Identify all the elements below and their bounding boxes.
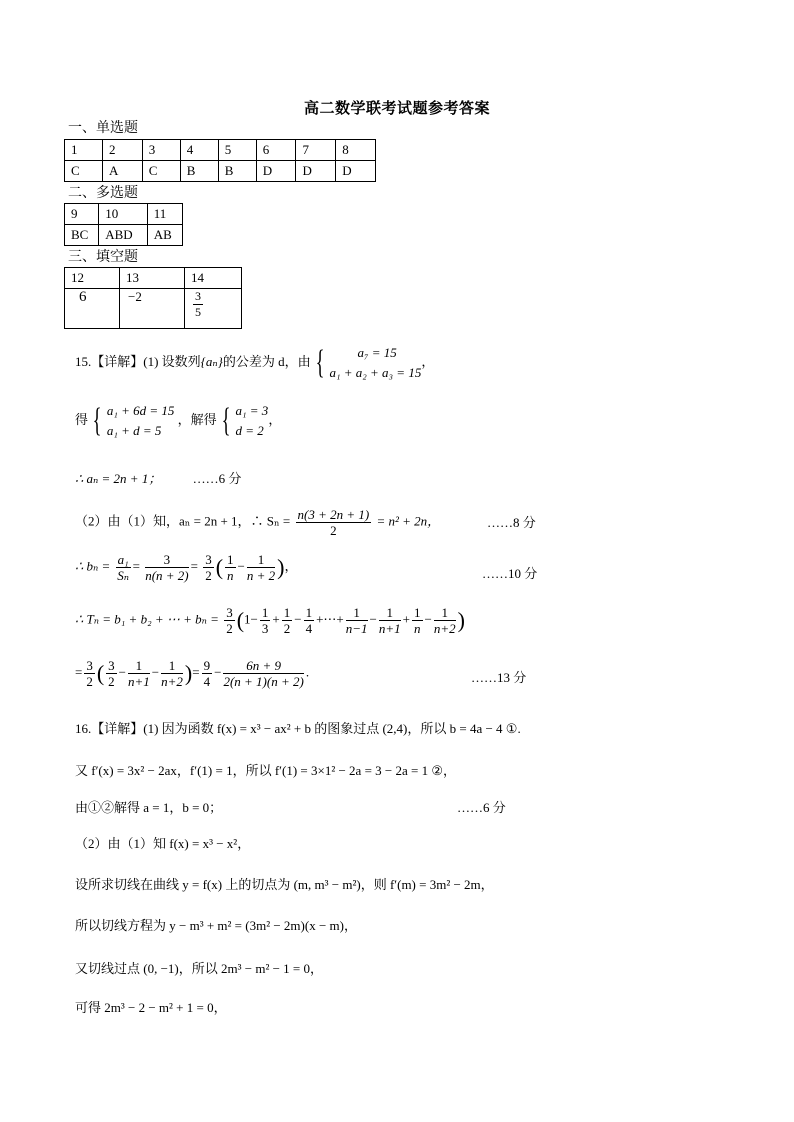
table-cell: 10 (99, 204, 147, 225)
denominator: 5 (195, 305, 201, 319)
q16-line-5: 设所求切线在曲线 y = f(x) 上的切点为 (m, m³ − m²)，则 f′(m) = 3m² − 2m， (75, 877, 494, 892)
text: （2）由（1）知，aₙ = 2n + 1，∴ Sₙ = (75, 513, 291, 529)
table-cell: 9 (65, 204, 99, 225)
section-single-choice: 一、单选题 (68, 121, 138, 136)
text: ∴ aₙ = 2n + 1； (75, 471, 162, 486)
table-cell: A (103, 161, 143, 182)
table-cell: C (65, 161, 103, 182)
table-cell: 1 (65, 140, 103, 161)
page-title: 高二数学联考试题参考答案 (303, 101, 490, 117)
denominator: Sₙ (117, 568, 129, 583)
table-cell: 13 (120, 268, 185, 289)
table-cell: 3 (142, 140, 180, 161)
text: = (75, 664, 83, 680)
table-cell: C (142, 161, 180, 182)
q16-line-3: 由①②解得 a = 1，b = 0； (75, 800, 223, 815)
table-row (65, 161, 376, 182)
equation: a₁ + 6d = 15 (106, 403, 175, 418)
equation: a₁ + d = 5 (106, 423, 162, 438)
single-choice-answer-table (64, 139, 376, 182)
denominator: 4 (203, 674, 211, 689)
q16-line-2: 又 f′(x) = 3x² − 2ax，f′(1) = 1，所以 f′(1) = 3×1² − 2a = 3 − 2a = 1 ②， (75, 763, 456, 778)
q16-line-6: 所以切线方程为 y − m³ + m² = (3m² − 2m)(x − m)， (75, 918, 357, 933)
score-note: ……10 分 (482, 566, 538, 581)
numerator: 1 (227, 552, 234, 567)
score-note: ……8 分 (487, 515, 536, 530)
numerator: 3 (195, 289, 201, 303)
table-cell: D (296, 161, 336, 182)
text: ，解得 (177, 411, 217, 427)
table-cell: D (336, 161, 376, 182)
table-cell: D (256, 161, 296, 182)
numerator: a₁ (117, 552, 129, 567)
text: ∴ bₙ = (75, 558, 111, 574)
equation-system (329, 343, 421, 383)
table-cell: 7 (296, 140, 336, 161)
numerator: 9 (203, 658, 211, 673)
table-cell: 8 (336, 140, 376, 161)
table-cell: AB (147, 225, 182, 246)
denominator: n + 2 (246, 568, 276, 583)
q15-label: 15.【详解】(1) 设数列 (75, 353, 201, 369)
table-cell: B (180, 161, 218, 182)
q16-line-1: 16.【详解】(1) 因为函数 f(x) = x³ − ax² + b 的图象过点 (2,4)，所以 b = 4a − 4 ①. (75, 721, 521, 736)
table-cell: 2 (103, 140, 143, 161)
q15-bn: ∴ bₙ = $\frac{\text{a₁}}{\text{Sₙ}}$ = $\frac{3}{n(n + 2)}$ = $\frac{3}{2}$ ( $\frac{1}{n}$ − $\frac{1}{n + 2}$ )， (75, 552, 298, 583)
section-fill-blank: 三、填空题 (68, 250, 138, 265)
equation: d = 2 (235, 423, 264, 438)
score-note: ……6 分 (457, 800, 506, 815)
table-cell (185, 289, 242, 329)
fraction (296, 507, 372, 538)
numerator: 3 (145, 552, 188, 568)
table-cell: 5 (218, 140, 256, 161)
table-cell: B (218, 161, 256, 182)
table-row (65, 204, 183, 225)
text: = n² + 2n， (376, 513, 441, 529)
section-multi-choice: 二、多选题 (68, 186, 138, 201)
equation-system (107, 401, 175, 441)
table-row (65, 140, 376, 161)
table-row (65, 268, 242, 289)
q15-intro-mid: 的公差为 d，由 (222, 353, 311, 369)
denominator: n(n + 2) (145, 568, 189, 583)
numerator: 6n + 9 (223, 658, 303, 674)
q16-line-8: 可得 2m³ − 2 − m² + 1 = 0， (75, 1000, 227, 1015)
q15-tn: ∴ Tₙ = b₁ + b₂ + ⋯ + bₙ = $\frac{3}{2}$ (1− $\frac{1}{3}$ + $\frac{1}{2}$ − $\frac{1}{4}$ +⋯+ $\frac{1}{n-1}$ − $\frac{1}{n+1}$ + $\frac{1}{n}$ − $\frac{1}{n+2}$ ) (75, 605, 465, 636)
q15-an (75, 468, 241, 487)
q15-sn (75, 507, 440, 538)
numerator: 3 (205, 552, 212, 567)
fraction (116, 552, 131, 583)
q15-intro: 15.【详解】(1) 设数列{aₙ}的公差为 d，由 { a₇ = 15 a₁ + a₂ + a₃ = 15 ， (75, 344, 435, 381)
multi-choice-answer-table (64, 203, 183, 246)
fill-blank-answer-table (64, 267, 242, 329)
table-cell: 6 (65, 289, 120, 329)
denominator: 2 (330, 523, 337, 538)
equation-system (236, 401, 269, 441)
fraction (193, 289, 203, 320)
score-note: ……13 分 (471, 670, 527, 685)
equation: a₇ = 15 (357, 345, 397, 360)
table-cell: BC (65, 225, 99, 246)
sequence-symbol: {aₙ} (200, 353, 223, 369)
table-cell: ABD (99, 225, 147, 246)
q16-line-4: （2）由（1）知 f(x) = x³ − x²， (75, 836, 251, 851)
table-cell: 6 (256, 140, 296, 161)
score-note: ……6 分 (192, 471, 242, 486)
denominator: 2 (205, 568, 212, 583)
fraction (247, 552, 275, 583)
fraction: $\frac{3}{2}$ (226, 605, 233, 636)
brace-symbol: { (221, 402, 231, 439)
text: ⋯ (323, 611, 337, 627)
numerator: 1 (247, 552, 275, 568)
table-cell: 11 (147, 204, 182, 225)
table-cell: 4 (180, 140, 218, 161)
fraction (225, 552, 236, 583)
fraction (145, 552, 188, 583)
fraction (223, 658, 303, 689)
table-cell: 12 (65, 268, 120, 289)
fraction (202, 658, 213, 689)
table-row (65, 225, 183, 246)
fraction (203, 552, 214, 583)
q15-solve-line: 得 { a₁ + 6d = 15 a₁ + d = 5 ，解得 { a₁ = 3 d = 2 ， (75, 402, 282, 439)
numerator: n(3 + 2n + 1) (297, 507, 370, 522)
table-cell: 14 (185, 268, 242, 289)
text: ∴ Tₙ = b₁ + b₂ + ⋯ + bₙ = (75, 611, 219, 627)
q15-tn-result: = $\frac{3}{2}$ ( $\frac{3}{2}$ − $\frac{1}{n+1}$ − $\frac{1}{n+2}$ )= $\frac{9}{4}$ − $\frac{6n + 9}{2(n + 1)(n + 2)}$ . (75, 658, 310, 689)
text: 得 (75, 411, 89, 427)
brace-symbol: { (92, 402, 102, 439)
q16-line-7: 又切线过点 (0, −1)，所以 2m³ − m² − 1 = 0， (75, 961, 324, 976)
table-cell: −2 (120, 289, 185, 329)
equation: a₁ = 3 (235, 403, 269, 418)
denominator: n (227, 568, 234, 583)
denominator: 2(n + 1)(n + 2) (223, 674, 304, 689)
brace-symbol: { (315, 344, 325, 381)
equation: a₁ + a₂ + a₃ = 15 (329, 365, 422, 380)
table-row (65, 289, 242, 329)
